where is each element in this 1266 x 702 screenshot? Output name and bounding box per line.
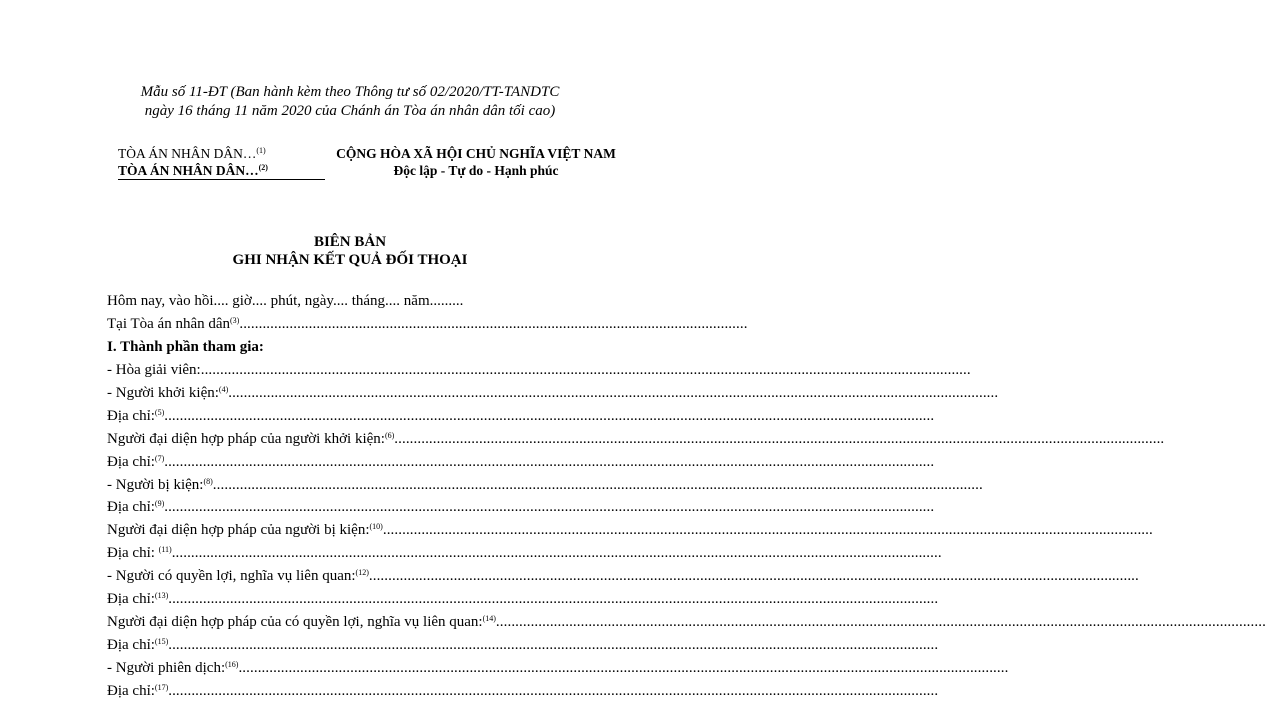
form-field-label: - Người có quyền lợi, nghĩa vụ liên quan: bbox=[107, 568, 356, 585]
form-field-label: Địa chỉ: bbox=[107, 636, 155, 653]
footnote-ref: (13) bbox=[154, 591, 169, 600]
form-reference-line-2: ngày 16 tháng 11 năm 2020 của Chánh án Tòa án nhân dân tối cao) bbox=[144, 103, 556, 119]
form-field-line bbox=[107, 519, 1153, 541]
form-field-line bbox=[107, 405, 935, 427]
footnote-ref: (8) bbox=[203, 476, 213, 486]
footnote-ref: (7) bbox=[154, 453, 165, 463]
document-subtitle: GHI NHẬN KẾT QUẢ ĐỐI THOẠI bbox=[232, 252, 468, 268]
national-title: CỘNG HÒA XÃ HỘI CHỦ NGHĨA VIỆT NAM bbox=[336, 146, 616, 161]
form-field-line bbox=[107, 542, 942, 564]
court-underline bbox=[118, 179, 325, 180]
footnote-ref: (17) bbox=[154, 682, 169, 692]
fill-in-dots: ........................................................................................................................................................................................................ bbox=[212, 476, 983, 493]
date-time-line: Hôm nay, vào hồi.... giờ.... phút, ngày.... tháng.... năm......... bbox=[107, 293, 464, 309]
form-field-line bbox=[107, 588, 939, 610]
fill-in-dots: ........................................................................................................................................................................................................ bbox=[168, 682, 939, 699]
form-field-label: Địa chỉ: bbox=[107, 407, 155, 424]
form-field-line bbox=[107, 451, 935, 473]
form-field-label: Địa chỉ: bbox=[107, 682, 155, 699]
form-field-line bbox=[107, 359, 971, 381]
fill-in-dots: ........................................................................................................................................................................................................ bbox=[495, 613, 1266, 630]
form-field-line bbox=[107, 474, 983, 496]
footnote-ref: (6) bbox=[384, 430, 395, 440]
footnote-ref: (14) bbox=[482, 613, 496, 623]
fill-in-dots: ........................................................................................................................................................................................................ bbox=[238, 659, 1009, 676]
form-field-line bbox=[107, 428, 1165, 450]
court-name-line-2-text: TÒA ÁN NHÂN DÂN… bbox=[118, 163, 259, 178]
fill-in-dots: ........................................................................................................................................................................................................ bbox=[394, 430, 1165, 447]
footnote-ref: (11) bbox=[158, 545, 172, 555]
form-field-label: Người đại diện hợp pháp của người khởi kiện: bbox=[107, 430, 385, 447]
form-field-label: Người đại diện hợp pháp của người bị kiện: bbox=[107, 522, 370, 539]
fill-in-dots: ........................................................................................................................................................................................................ bbox=[368, 568, 1139, 585]
form-field-line bbox=[107, 496, 935, 518]
court-name-line-1 bbox=[118, 146, 266, 162]
fill-in-dots: ........................................................................................................................................................................................................ bbox=[168, 591, 939, 607]
form-field-label: - Người khởi kiện: bbox=[107, 384, 219, 401]
fill-in-dots: ........................................................................................................................................................................................................ bbox=[382, 522, 1153, 539]
document-title: BIÊN BẢN bbox=[313, 234, 387, 250]
footnote-ref: (15) bbox=[154, 636, 169, 646]
form-field-line bbox=[107, 611, 1266, 633]
fill-in-dots: ........................................................................................................................................................................................................ bbox=[171, 545, 942, 562]
form-field-label: - Hòa giải viên: bbox=[107, 362, 201, 378]
form-field-label: Địa chỉ: bbox=[107, 499, 155, 516]
fill-in-dots: .................................................................................................................................... bbox=[239, 316, 748, 332]
footnote-ref: (2) bbox=[258, 163, 268, 172]
footnote-ref: (5) bbox=[154, 407, 165, 417]
form-field-line bbox=[107, 657, 1009, 679]
form-field-label: Địa chỉ: bbox=[107, 545, 159, 562]
court-location-line bbox=[107, 313, 748, 335]
court-name-line-1-text: TÒA ÁN NHÂN DÂN… bbox=[118, 146, 257, 161]
section-heading-participants: I. Thành phần tham gia: bbox=[107, 339, 264, 355]
form-field-label: Địa chỉ: bbox=[107, 453, 155, 470]
form-field-label: Địa chỉ: bbox=[107, 591, 155, 607]
fill-in-dots: ........................................................................................................................................................................................................ bbox=[228, 384, 999, 401]
court-name-line-2 bbox=[118, 163, 268, 179]
footnote-ref: (4) bbox=[218, 384, 229, 394]
fill-in-dots: ........................................................................................................................................................................................................ bbox=[200, 362, 971, 378]
form-field-line bbox=[107, 634, 939, 656]
fill-in-dots: ........................................................................................................................................................................................................ bbox=[164, 407, 935, 424]
footnote-ref: (16) bbox=[225, 659, 239, 669]
national-motto: Độc lập - Tự do - Hạnh phúc bbox=[393, 163, 559, 178]
footnote-ref: (10) bbox=[369, 522, 383, 532]
footnote-ref: (9) bbox=[154, 499, 165, 509]
form-field-line bbox=[107, 565, 1139, 587]
footnote-ref: (3) bbox=[230, 316, 240, 325]
fill-in-dots: ........................................................................................................................................................................................................ bbox=[164, 499, 935, 516]
footnote-ref: (1) bbox=[256, 146, 266, 155]
form-field-label: - Người phiên dịch: bbox=[107, 659, 226, 676]
court-location-label: Tại Tòa án nhân dân bbox=[107, 316, 231, 332]
form-field-label: - Người bị kiện: bbox=[107, 476, 204, 493]
form-field-label: Người đại diện hợp pháp của có quyền lợi, nghĩa vụ liên quan: bbox=[107, 613, 483, 630]
fill-in-dots: ........................................................................................................................................................................................................ bbox=[164, 453, 935, 470]
form-reference-line-1: Mẫu số 11-ĐT (Ban hành kèm theo Thông tư số 02/2020/TT-TANDTC bbox=[140, 84, 560, 100]
fill-in-dots: ........................................................................................................................................................................................................ bbox=[168, 636, 939, 653]
form-field-line bbox=[107, 680, 939, 702]
form-field-line bbox=[107, 382, 999, 404]
footnote-ref: (12) bbox=[355, 568, 369, 578]
